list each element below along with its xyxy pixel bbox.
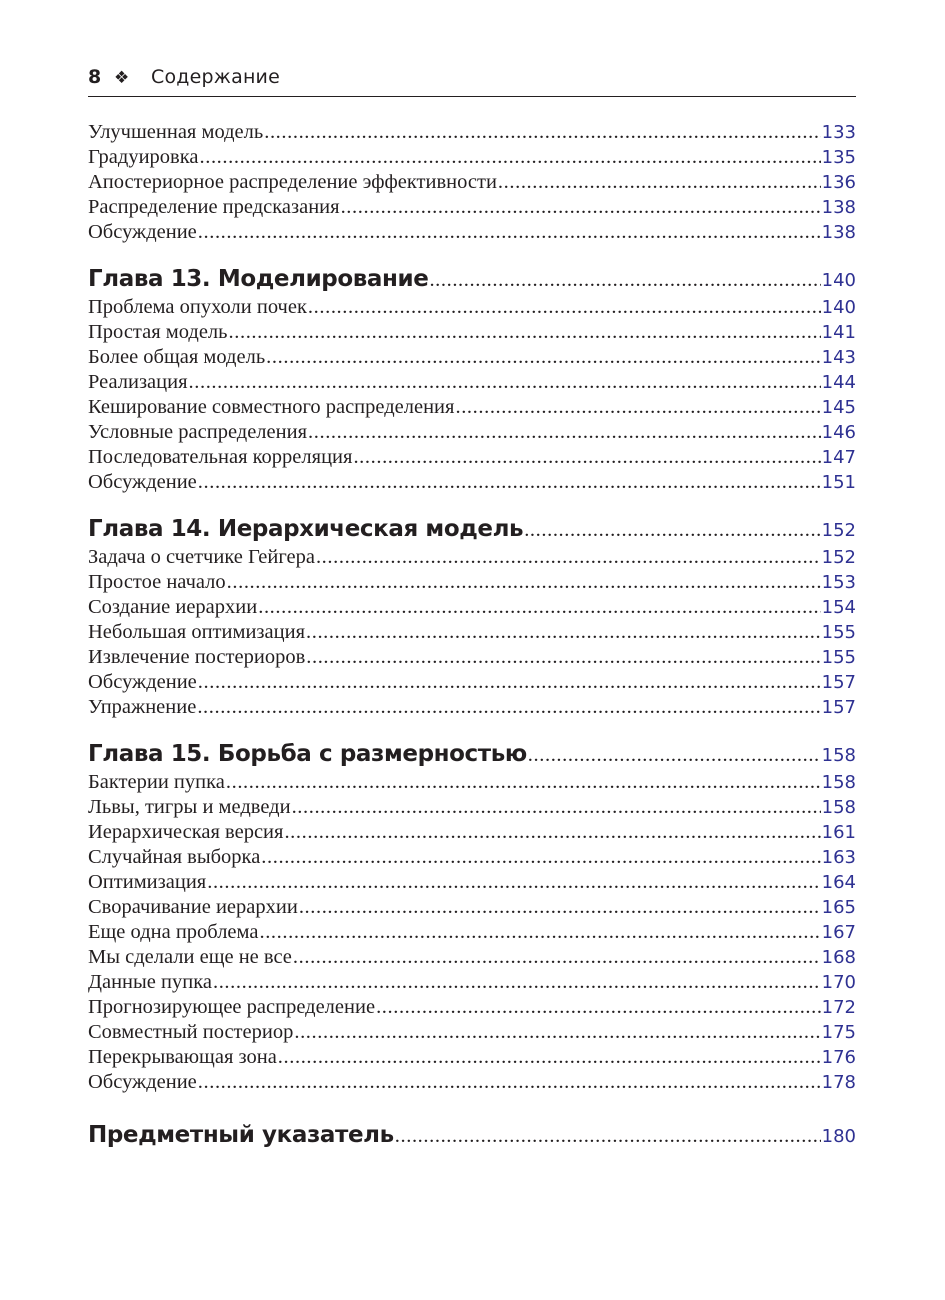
toc-entry-title: Проблема опухоли почек bbox=[88, 296, 307, 318]
dot-leader bbox=[213, 970, 821, 995]
toc-entry-title: Задача о счетчике Гейгера bbox=[88, 546, 315, 568]
toc-page-link[interactable]: 145 bbox=[821, 397, 856, 418]
toc-page-link[interactable]: 140 bbox=[821, 270, 856, 291]
toc-entry-title: Простое начало bbox=[88, 571, 226, 593]
toc-entry-title: Обсуждение bbox=[88, 221, 197, 243]
toc-page-link[interactable]: 180 bbox=[821, 1126, 856, 1147]
toc-page-link[interactable]: 178 bbox=[821, 1072, 856, 1093]
toc-entry[interactable] bbox=[88, 345, 856, 370]
dot-leader bbox=[299, 895, 821, 920]
toc-entry[interactable] bbox=[88, 570, 856, 595]
dot-leader bbox=[227, 570, 821, 595]
toc-entry-title: Мы сделали еще не все bbox=[88, 946, 292, 968]
toc-entry[interactable] bbox=[88, 970, 856, 995]
toc-page-link[interactable]: 168 bbox=[821, 947, 856, 968]
toc-entry-title: Создание иерархии bbox=[88, 596, 258, 618]
toc-entry[interactable] bbox=[88, 220, 856, 245]
toc-page-link[interactable]: 167 bbox=[821, 922, 856, 943]
toc-entry-title: Бактерии пупка bbox=[88, 771, 225, 793]
toc-entry-title: Небольшая оптимизация bbox=[88, 621, 305, 643]
toc-entry-title: Сворачивание иерархии bbox=[88, 896, 298, 918]
dot-leader bbox=[524, 514, 820, 546]
toc-entry[interactable] bbox=[88, 320, 856, 345]
toc-entry-title: Более общая модель bbox=[88, 346, 266, 368]
toc-chapter-entry[interactable] bbox=[88, 738, 856, 770]
toc-entry-title: Предметный указатель bbox=[88, 1122, 394, 1148]
toc-entry[interactable] bbox=[88, 470, 856, 495]
toc-entry[interactable] bbox=[88, 845, 856, 870]
running-header-title: Содержание bbox=[151, 66, 280, 88]
toc-page-link[interactable]: 154 bbox=[821, 597, 856, 618]
dot-leader bbox=[341, 195, 821, 220]
toc-entry-title: Обсуждение bbox=[88, 671, 197, 693]
toc-page-link[interactable]: 140 bbox=[821, 297, 856, 318]
toc-page-link[interactable]: 155 bbox=[821, 622, 856, 643]
dot-leader bbox=[306, 645, 820, 670]
toc-entry-title: Обсуждение bbox=[88, 1071, 197, 1093]
toc-page-link[interactable]: 157 bbox=[821, 697, 856, 718]
ornament-icon: ❖ bbox=[114, 68, 130, 88]
toc-entry[interactable] bbox=[88, 120, 856, 145]
toc-page-link[interactable]: 136 bbox=[821, 172, 856, 193]
dot-leader bbox=[198, 670, 821, 695]
dot-leader bbox=[200, 145, 821, 170]
toc-entry[interactable] bbox=[88, 795, 856, 820]
dot-leader bbox=[198, 220, 821, 245]
dot-leader bbox=[316, 545, 821, 570]
toc-entry[interactable] bbox=[88, 770, 856, 795]
toc-entry-title: Глава 15. Борьба с размерностью bbox=[88, 741, 527, 767]
dot-leader bbox=[306, 620, 821, 645]
toc-page-link[interactable]: 153 bbox=[821, 572, 856, 593]
toc-entry-title: Случайная выборка bbox=[88, 846, 261, 868]
toc-entry-title: Градуировка bbox=[88, 146, 199, 168]
toc-page-link[interactable]: 157 bbox=[821, 672, 856, 693]
toc-page-link[interactable]: 175 bbox=[821, 1022, 856, 1043]
toc-entry[interactable] bbox=[88, 1045, 856, 1070]
toc-entry-title: Львы, тигры и медведи bbox=[88, 796, 291, 818]
dot-leader bbox=[261, 845, 820, 870]
toc-entry[interactable] bbox=[88, 620, 856, 645]
toc-entry-title: Перекрывающая зона bbox=[88, 1046, 277, 1068]
toc-entry-title: Данные пупка bbox=[88, 971, 212, 993]
dot-leader bbox=[376, 995, 821, 1020]
table-of-contents bbox=[88, 120, 856, 1151]
toc-entry-title: Еще одна проблема bbox=[88, 921, 259, 943]
dot-leader bbox=[197, 695, 820, 720]
toc-entry-title: Последовательная корреляция bbox=[88, 446, 353, 468]
toc-page-link[interactable]: 152 bbox=[821, 547, 856, 568]
dot-leader bbox=[353, 445, 820, 470]
toc-entry-title: Глава 13. Моделирование bbox=[88, 266, 429, 292]
dot-leader bbox=[189, 370, 821, 395]
toc-page-link[interactable]: 138 bbox=[821, 197, 856, 218]
dot-leader bbox=[308, 420, 821, 445]
dot-leader bbox=[198, 1070, 821, 1095]
toc-entry-title: Глава 14. Иерархическая модель bbox=[88, 516, 524, 542]
toc-entry[interactable] bbox=[88, 420, 856, 445]
toc-entry-title: Упражнение bbox=[88, 696, 197, 718]
toc-page-link[interactable]: 146 bbox=[821, 422, 856, 443]
toc-entry[interactable] bbox=[88, 370, 856, 395]
dot-leader bbox=[429, 264, 820, 296]
toc-page-link[interactable]: 176 bbox=[821, 1047, 856, 1068]
dot-leader bbox=[229, 320, 821, 345]
toc-entry[interactable] bbox=[88, 445, 856, 470]
toc-entry[interactable] bbox=[88, 195, 856, 220]
toc-page-link[interactable]: 133 bbox=[821, 122, 856, 143]
toc-page-link[interactable]: 158 bbox=[821, 797, 856, 818]
dot-leader bbox=[308, 295, 821, 320]
dot-leader bbox=[498, 170, 821, 195]
toc-entry[interactable] bbox=[88, 870, 856, 895]
toc-page-link[interactable]: 155 bbox=[821, 647, 856, 668]
toc-page-link[interactable]: 158 bbox=[821, 745, 856, 766]
toc-page-link[interactable]: 161 bbox=[821, 822, 856, 843]
toc-entry[interactable] bbox=[88, 545, 856, 570]
toc-entry[interactable] bbox=[88, 920, 856, 945]
toc-entry[interactable] bbox=[88, 995, 856, 1020]
page-number: 8 bbox=[88, 66, 102, 88]
toc-page-link[interactable]: 143 bbox=[821, 347, 856, 368]
toc-page-link[interactable]: 158 bbox=[821, 772, 856, 793]
toc-entry[interactable] bbox=[88, 945, 856, 970]
dot-leader bbox=[258, 595, 820, 620]
dot-leader bbox=[292, 795, 821, 820]
toc-entry[interactable] bbox=[88, 145, 856, 170]
toc-page-link[interactable]: 141 bbox=[821, 322, 856, 343]
toc-entry-title: Простая модель bbox=[88, 321, 228, 343]
dot-leader bbox=[293, 945, 821, 970]
running-header bbox=[88, 66, 856, 97]
toc-entry[interactable] bbox=[88, 670, 856, 695]
toc-entry-title: Условные распределения bbox=[88, 421, 308, 443]
toc-entry-title: Апостериорное распределение эффективности bbox=[88, 171, 497, 193]
dot-leader bbox=[207, 870, 820, 895]
toc-entry[interactable] bbox=[88, 695, 856, 720]
toc-page-link[interactable]: 172 bbox=[821, 997, 856, 1018]
toc-page-link[interactable]: 138 bbox=[821, 222, 856, 243]
toc-entry[interactable] bbox=[88, 595, 856, 620]
toc-entry[interactable] bbox=[88, 395, 856, 420]
dot-leader bbox=[395, 1120, 821, 1152]
toc-entry-title: Совместный постериор bbox=[88, 1021, 294, 1043]
toc-entry-title: Улучшенная модель bbox=[88, 121, 264, 143]
toc-page-link[interactable]: 170 bbox=[821, 972, 856, 993]
toc-entry-title: Прогнозирующее распределение bbox=[88, 996, 376, 1018]
toc-entry-title: Кеширование совместного распределения bbox=[88, 396, 455, 418]
toc-page-link[interactable]: 165 bbox=[821, 897, 856, 918]
toc-chapter-entry[interactable] bbox=[88, 263, 856, 295]
toc-page-link[interactable]: 152 bbox=[821, 520, 856, 541]
toc-entry-title: Извлечение постериоров bbox=[88, 646, 306, 668]
dot-leader bbox=[284, 820, 820, 845]
dot-leader bbox=[266, 345, 820, 370]
dot-leader bbox=[278, 1045, 821, 1070]
toc-page-link[interactable]: 151 bbox=[821, 472, 856, 493]
toc-entry-title: Распределение предсказания bbox=[88, 196, 340, 218]
toc-entry-title: Оптимизация bbox=[88, 871, 207, 893]
toc-page-link[interactable]: 135 bbox=[821, 147, 856, 168]
toc-page-link[interactable]: 144 bbox=[821, 372, 856, 393]
toc-entry[interactable] bbox=[88, 895, 856, 920]
toc-entry[interactable] bbox=[88, 1020, 856, 1045]
dot-leader bbox=[455, 395, 820, 420]
toc-page-link[interactable]: 147 bbox=[821, 447, 856, 468]
toc-entry-title: Иерархическая версия bbox=[88, 821, 284, 843]
toc-page-link[interactable]: 163 bbox=[821, 847, 856, 868]
toc-entry[interactable] bbox=[88, 645, 856, 670]
toc-entry[interactable] bbox=[88, 820, 856, 845]
toc-entry-title: Обсуждение bbox=[88, 471, 197, 493]
dot-leader bbox=[264, 120, 820, 145]
toc-entry[interactable] bbox=[88, 1070, 856, 1095]
toc-entry[interactable] bbox=[88, 170, 856, 195]
toc-page-link[interactable]: 164 bbox=[821, 872, 856, 893]
dot-leader bbox=[226, 770, 821, 795]
toc-chapter-entry[interactable] bbox=[88, 513, 856, 545]
dot-leader bbox=[259, 920, 820, 945]
dot-leader bbox=[294, 1020, 820, 1045]
toc-entry-title: Реализация bbox=[88, 371, 188, 393]
toc-entry[interactable] bbox=[88, 295, 856, 320]
dot-leader bbox=[198, 470, 821, 495]
dot-leader bbox=[528, 739, 821, 771]
toc-index-entry[interactable] bbox=[88, 1119, 856, 1151]
